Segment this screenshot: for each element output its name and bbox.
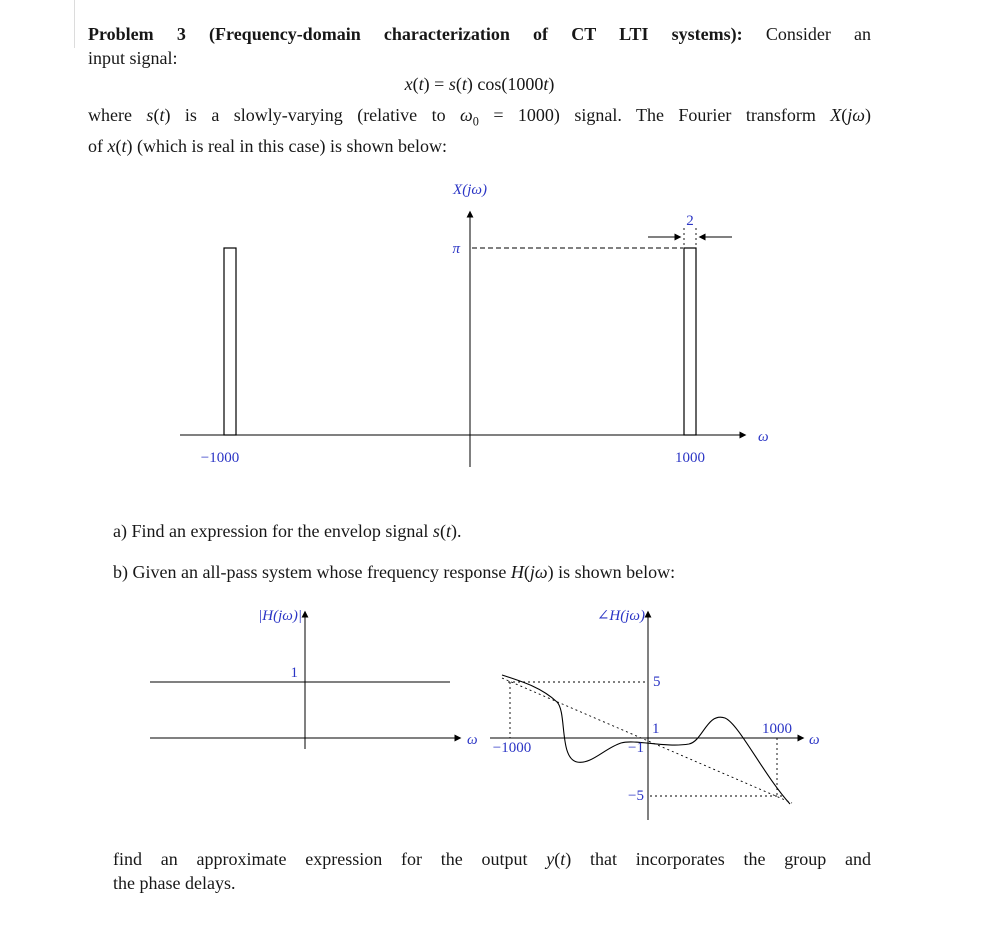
fig1-title-label: X(jω) — [453, 182, 487, 198]
paragraph-line-1: where s(t) is a slowly-varying (relative to $\omega_0 = 1000$) signal. The Fourier transform X(jω) — [88, 105, 871, 129]
figure-fourier-transform — [150, 178, 810, 478]
mag-one-label: 1 — [290, 665, 298, 681]
fig1-right-pulse — [684, 248, 696, 435]
part-b: b) Given an all-pass system whose frequency response H(jω) is shown below: — [113, 562, 676, 582]
closing-paragraph — [113, 847, 871, 895]
fig1-omega-label: ω — [758, 429, 769, 445]
part-a: a) Find an expression for the envelop signal s(t). — [113, 521, 462, 541]
phase-tick-5: 5 — [653, 674, 661, 690]
page-left-edge — [74, 0, 75, 48]
phase-tick-neg5: −5 — [628, 788, 644, 804]
equation-input-signal: x(t) = s(t) cos(1000t) — [404, 74, 555, 94]
mag-omega-label: ω — [467, 732, 478, 748]
fig1-tick-pos1000: 1000 — [675, 450, 705, 466]
paragraph-line-2: of x(t) (which is real in this case) is shown below: — [88, 135, 447, 156]
fig1-pi-label: π — [452, 241, 460, 257]
mag-title-label: |H(jω)| — [258, 608, 302, 624]
problem-statement — [88, 22, 871, 70]
phase-omega-label: ω — [809, 732, 820, 748]
phase-tick-neg1: −1 — [628, 740, 644, 756]
closing-line-2: the phase delays. — [113, 873, 236, 893]
phase-linear-reference — [502, 678, 792, 803]
fig1-left-pulse — [224, 248, 236, 435]
fig1-width-label: 2 — [686, 213, 694, 229]
closing-line-1: find an approximate expression for the output y(t) that incorporates the group and — [113, 849, 871, 869]
figure-frequency-response — [140, 602, 840, 837]
phase-tick-pos1000: 1000 — [762, 721, 792, 737]
fig1-tick-neg1000: −1000 — [200, 450, 240, 466]
phase-tick-1: 1 — [652, 721, 660, 737]
problem-title-line-2: input signal: — [88, 48, 178, 68]
paragraph-fourier-intro — [88, 103, 871, 158]
phase-title-label: ∠H(jω) — [596, 608, 645, 624]
phase-tick-neg1000: −1000 — [492, 740, 532, 756]
problem-title-line-1: Problem 3 (Frequency-domain characterization of CT LTI systems): Consider an — [88, 24, 871, 44]
phase-response-curve — [502, 675, 790, 804]
